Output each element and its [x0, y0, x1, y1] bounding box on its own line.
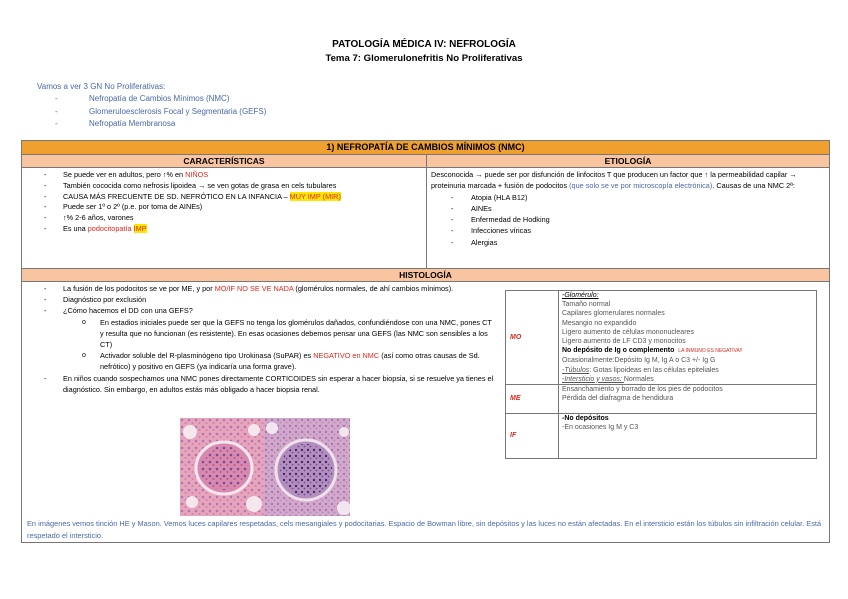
cause-item: - Enfermedad de Hodking	[451, 214, 824, 225]
list-item: - Puede ser 1º o 2º (p.e. por toma de AINEs)	[44, 202, 422, 213]
me-cell: Ensanchamiento y borrado de los pies de podocitos Pérdida del diafragma de hendidura	[559, 385, 817, 414]
if-cell: -No depósitos -En ocasiones Ig M y C3	[559, 414, 817, 459]
document-subtitle: Tema 7: Glomerulonefritis No Proliferativas	[325, 53, 523, 64]
list-item: - Diagnóstico por exclusión	[44, 294, 496, 305]
mo-cell: -Glomérulo: Tamaño normal Capilares glomerulares normales Mesangio no expandido Ligero aumento de células mononucleares Ligero aumento de LF CD3 y monocitos No depósito de Ig o complemento LA INMUNO ES NEGATIVA!! Ocasionalmente:Depósito Ig M, Ig A o C3 +/- Ig G -Túbulos: Gotas lipoideas en las células epiteliales -Intersticio y vasos: Normales	[559, 291, 817, 385]
list-item: - Se puede ver en adultos, pero ↑% en NIÑOS	[44, 170, 422, 181]
microscopy-table	[505, 290, 817, 459]
list-item: - CAUSA MÁS FRECUENTE DE SD. NEFRÓTICO EN LA INFANCIA – MUY IMP (MIR)	[44, 192, 422, 203]
intro-item: - Nefropatía Membranosa	[55, 118, 176, 128]
histology-image-he	[180, 418, 264, 516]
histologia-list	[44, 283, 496, 395]
sub-item: o En estadios iniciales puede ser que la GEFS no tenga los glomérulos dañados, confundiéndose con una NMC, pones CT y resulta que no funcionan (es resistente). En esas ocasiones debemos pensar una GEFS (las NMC son sensibles a los CT)	[44, 317, 496, 351]
intro-item: - Nefropatía de Cambios Mínimos (NMC)	[55, 94, 230, 104]
intro-item: - Glomeruloesclerosis Focal y Segmentaria (GEFS)	[55, 106, 267, 116]
if-label: IF	[506, 414, 559, 459]
table-row	[506, 414, 817, 459]
list-item: - En niños cuando sospechamos una NMC pones directamente CORTICOIDES sin esperar a hacer biopsia, si se resuelve ya tienes el diagnóstico. Sin embargo, en adultos estás más obligado a hacer biopsia renal.	[44, 373, 496, 395]
cause-item: - Infecciones víricas	[451, 225, 824, 236]
document-title: PATOLOGÍA MÉDICA IV: NEFROLOGÍA	[332, 39, 516, 50]
me-label: ME	[506, 385, 559, 414]
table-row	[506, 385, 817, 414]
list-item: - Es una podocitopatía IMP	[44, 224, 422, 235]
etiologia-block	[431, 169, 824, 248]
caracteristicas-list	[44, 170, 422, 235]
intro-block	[37, 81, 266, 130]
column-divider	[426, 155, 427, 268]
col-header-caracteristicas: CARACTERÍSTICAS	[22, 155, 426, 168]
histologia-header: HISTOLOGÍA	[22, 268, 829, 282]
intro-lead: Vamos a ver 3 GN No Proliferativas:	[37, 82, 166, 91]
cause-item: - AINEs	[451, 203, 824, 214]
etiologia-paragraph: Desconocida → puede ser por disfunción de linfocitos T que producen un factor que ↑ la permeabilidad capilar → proteinuria marcada + fusión de podocitos (que solo se ve por microscopía electrónica). Causas de una NMC 2ª:	[431, 170, 797, 191]
cause-item: - Alergias	[451, 237, 824, 248]
col-header-etiologia: ETIOLOGÍA	[427, 155, 829, 168]
list-item: - También cococida como nefrosis lipoidea → se ven gotas de grasa en cels tubulares	[44, 181, 422, 192]
list-item: - ¿Cómo hacemos el DD con una GEFS?	[44, 305, 496, 316]
section-title: 1) NEFROPATÍA DE CAMBIOS MÍNIMOS (NMC)	[22, 141, 829, 155]
cause-item: - Atopia (HLA B12)	[451, 192, 824, 203]
table-row	[506, 291, 817, 385]
mo-label: MO	[506, 291, 559, 385]
image-caption: En imágenes vemos tinción HE y Mason. Vemos luces capilares respetadas, cels mesangiales y podocitarias. Espacio de Bowman libre, sin depósitos y las luces no están afectadas. En el intersticio están los túbulos sin infiltración celular. Está respetado el intersticio.	[27, 519, 822, 540]
histology-image-masson	[264, 418, 350, 516]
list-item: - La fusión de los podocitos se ve por ME, y por MO/IF NO SE VE NADA (glomérulos normales, de ahí cambios mínimos).	[44, 283, 496, 294]
sub-item: o Activador soluble del R-plasminógeno tipo Urokinasa (SuPAR) es NEGATIVO en NMC (así como otras causas de Sd. nefrótico) y positivo en GEFS (ya indicaría una forma grave).	[44, 350, 496, 372]
list-item: - ↑% 2-6 años, varones	[44, 213, 422, 224]
